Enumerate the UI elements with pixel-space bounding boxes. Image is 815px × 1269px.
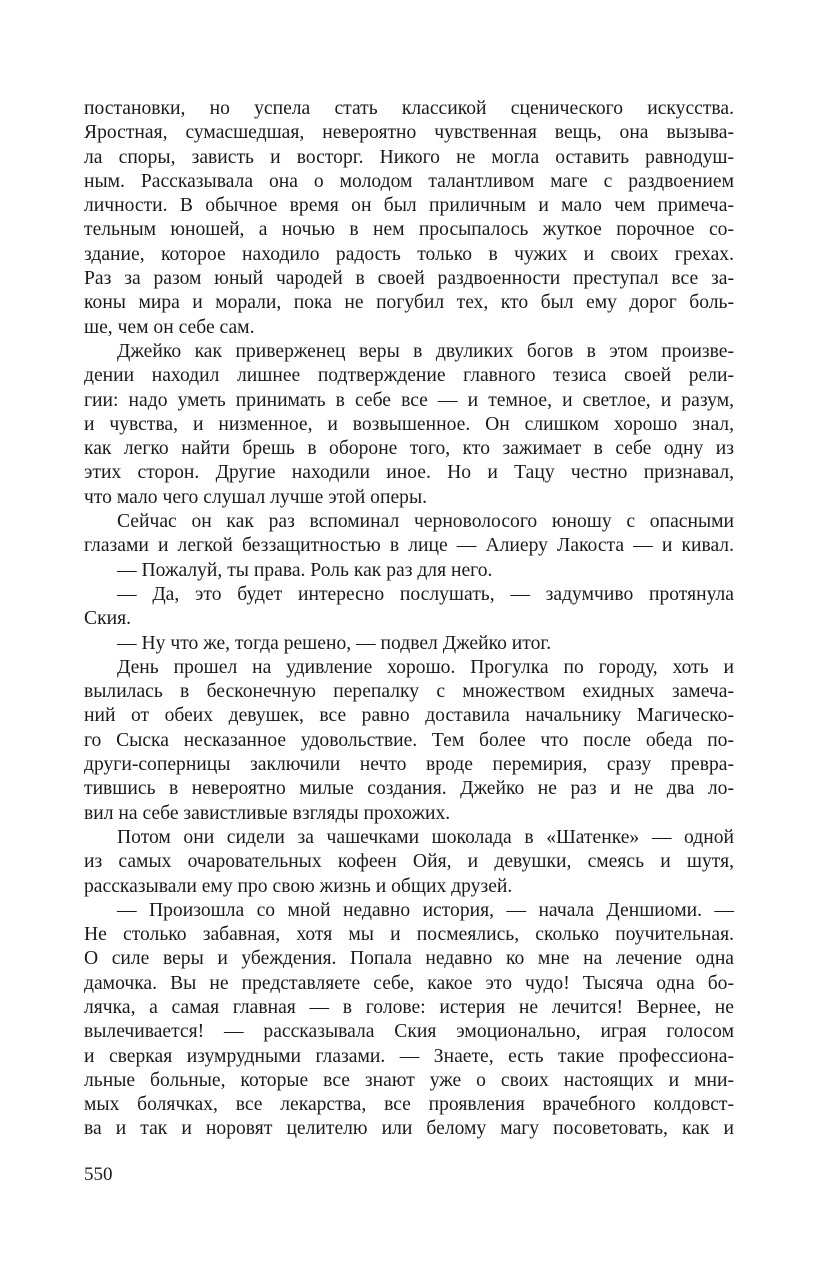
- text-line: ла споры, зависть и восторг. Никого не могла оставить равнодуш-: [84, 146, 734, 168]
- text-line: Раз за разом юный чародей в своей раздвоенности преступал все за-: [84, 268, 734, 290]
- text-line: тившись в невероятно милые создания. Джейко не раз и не два ло-: [84, 778, 734, 800]
- text-line: лячка, а самая главная — в голове: истерия не лечится! Вернее, не: [84, 996, 734, 1018]
- text-line: — Да, это будет интересно послушать, — задумчиво протянула: [117, 583, 734, 605]
- text-line: что мало чего слушал лучше этой оперы.: [84, 486, 428, 508]
- text-line: из самых очаровательных кофеен Ойя, и девушки, смеясь и шутя,: [84, 851, 734, 873]
- text-line: глазами и легкой беззащитностью в лице — Алиеру Лакоста — и кивал.: [84, 535, 734, 557]
- text-line: — Пожалуй, ты права. Роль как раз для него.: [117, 559, 493, 581]
- text-line: и чувства, и низменное, и возвышенное. Он слишком хорошо знал,: [84, 413, 734, 435]
- text-line: Джейко как приверженец веры в двуликих богов в этом произве-: [117, 340, 734, 362]
- text-line: Яростная, сумасшедшая, невероятно чувственная вещь, она вызыва-: [84, 122, 734, 144]
- text-line: го Сыска несказанное удовольствие. Тем более что после обеда по-: [84, 729, 734, 751]
- text-line: — Ну что же, тогда решено, — подвел Джейко итог.: [117, 632, 552, 654]
- text-line: — Произошла со мной недавно история, — начала Деншиоми. —: [117, 899, 734, 921]
- text-line: дении находил лишнее подтверждение главного тезиса своей рели-: [84, 365, 734, 387]
- text-line: Не столько забавная, хотя мы и посмеялись, сколько поучительная.: [84, 924, 734, 946]
- text-line: ным. Рассказывала она о молодом талантливом маге с раздвоением: [84, 170, 734, 192]
- page-body: [84, 97, 734, 1142]
- text-line: вылилась в бесконечную перепалку с множеством ехидных замеча-: [84, 681, 734, 703]
- text-line: коны мира и морали, пока не погубил тех, кто был ему дорог боль-: [84, 292, 734, 314]
- text-line: и сверкая изумрудными глазами. — Знаете, есть такие профессиона-: [84, 1045, 734, 1067]
- text-line: други-соперницы заключили нечто вроде перемирия, сразу превра-: [84, 754, 734, 776]
- text-line: Потом они сидели за чашечками шоколада в «Шатенке» — одной: [117, 826, 734, 848]
- text-line: этих сторон. Другие находили иное. Но и Тацу честно признавал,: [84, 462, 734, 484]
- text-line: гии: надо уметь принимать в себе все — и темное, и светлое, и разум,: [84, 389, 734, 411]
- text-line: рассказывали ему про свою жизнь и общих друзей.: [84, 875, 513, 897]
- text-line: Ския.: [84, 608, 131, 630]
- text-line: личности. В обычное время он был приличным и мало чем примеча-: [84, 195, 734, 217]
- text-line: тельным юношей, а ночью в нем просыпалось жуткое порочное со-: [84, 219, 734, 241]
- text-line: ва и так и норовят целителю или белому магу посоветовать, как и: [84, 1118, 734, 1140]
- text-line: постановки, но успела стать классикой сценического искусства.: [84, 98, 734, 119]
- text-line: как легко найти брешь в обороне того, кто зажимает в себе одну из: [84, 438, 734, 460]
- text-line: здание, которое находило радость только в чужих и своих грехах.: [84, 243, 734, 265]
- text-line: О силе веры и убеждения. Попала недавно ко мне на лечение одна: [84, 948, 734, 970]
- text-line: ше, чем он себе сам.: [84, 316, 255, 338]
- text-line: День прошел на удивление хорошо. Прогулка по городу, хоть и: [117, 656, 734, 678]
- text-line: Сейчас он как раз вспоминал черноволосого юношу с опасными: [117, 511, 734, 533]
- text-line: мых болячках, все лекарства, все проявления врачебного колдовст-: [84, 1094, 734, 1116]
- text-line: вылечивается! — рассказывала Ския эмоционально, играя голосом: [84, 1021, 734, 1043]
- text-line: вил на себе завистливые взгляды прохожих.: [84, 802, 451, 824]
- page-number: 550: [84, 1164, 113, 1185]
- text-line: дамочка. Вы не представляете себе, какое это чудо! Тысяча одна бо-: [84, 972, 734, 994]
- text-line: ний от обеих девушек, все равно доставила начальнику Магическо-: [84, 705, 734, 727]
- text-line: льные больные, которые все знают уже о своих настоящих и мни-: [84, 1069, 734, 1091]
